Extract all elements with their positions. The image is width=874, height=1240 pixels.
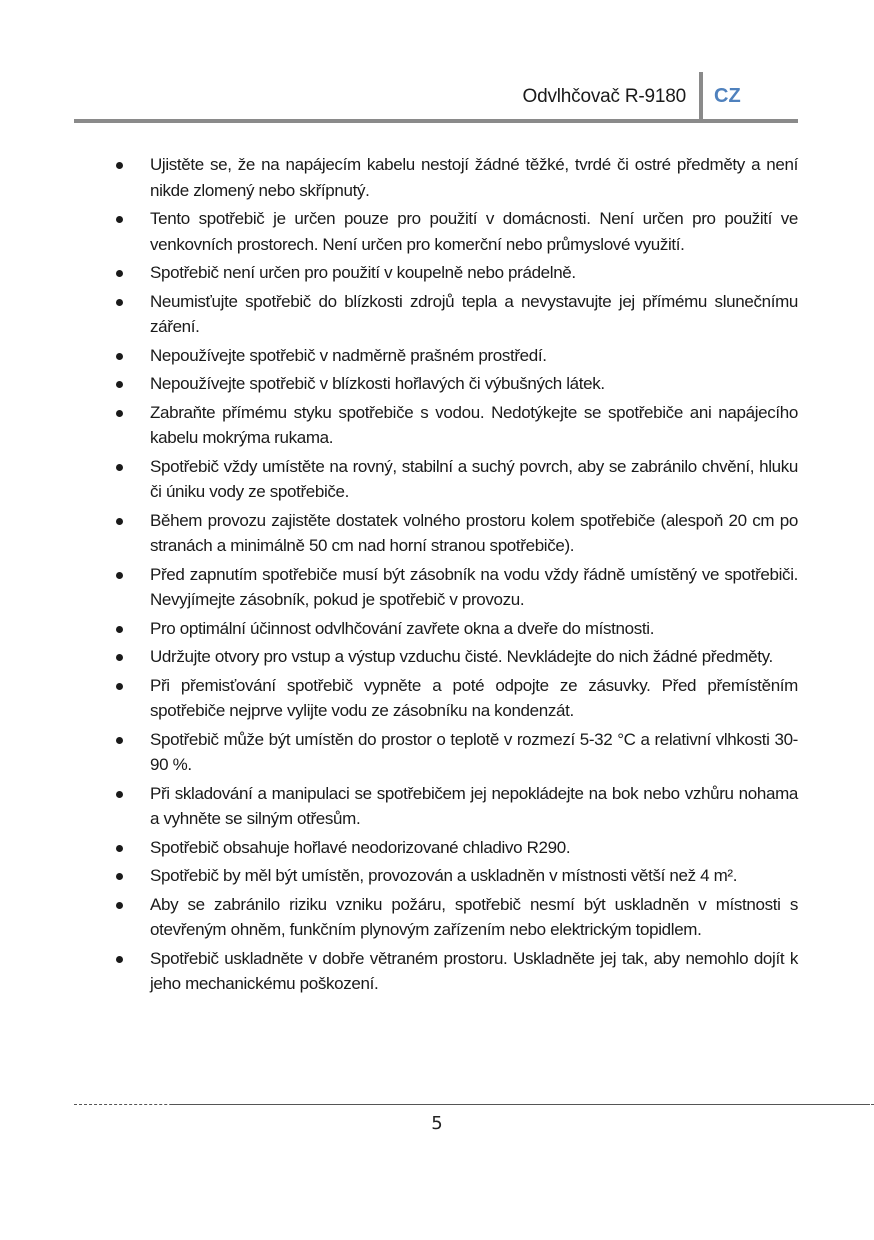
bullet-icon	[116, 381, 123, 388]
list-item-text: Tento spotřebič je určen pouze pro použití v domácnosti. Není určen pro použití ve venkovních prostorech. Není určen pro komerční nebo průmyslové využití.	[150, 209, 798, 254]
language-badge: CZ	[714, 85, 741, 107]
list-item-text: Zabraňte přímému styku spotřebiče s vodou. Nedotýkejte se spotřebiče ani napájecího kabelu mokrýma rukama.	[150, 402, 798, 447]
list-item	[112, 562, 798, 613]
list-item	[112, 206, 798, 257]
page-number: 5	[431, 1113, 443, 1134]
list-item	[112, 260, 798, 286]
list-item-text: Spotřebič může být umístěn do prostor o teplotě v rozmezí 5-32 °C a relativní vlhkosti 30-90 %.	[150, 729, 798, 774]
bullet-icon	[116, 216, 123, 223]
list-item	[112, 946, 798, 997]
list-item-text: Spotřebič není určen pro použití v koupelně nebo prádelně.	[150, 263, 576, 282]
list-item-text: Při skladování a manipulaci se spotřebičem jej nepokládejte na bok nebo vzhůru nohama a vyhněte se silným otřesům.	[150, 783, 798, 828]
bullet-icon	[116, 654, 123, 661]
header-rule	[74, 119, 798, 123]
list-item	[112, 863, 798, 889]
list-item	[112, 727, 798, 778]
bullet-list	[112, 152, 798, 997]
list-item	[112, 892, 798, 943]
list-item	[112, 781, 798, 832]
list-item-text: Před zapnutím spotřebiče musí být zásobník na vodu vždy řádně umístěný ve spotřebiči. Nevyjímejte zásobník, pokud je spotřebič v provozu.	[150, 564, 798, 609]
list-item	[112, 400, 798, 451]
list-item-text: Při přemisťování spotřebič vypněte a poté odpojte ze zásuvky. Před přemístěním spotřebiče nejprve vylijte vodu ze zásobníku na kondenzát.	[150, 675, 798, 720]
list-item	[112, 371, 798, 397]
bullet-icon	[116, 791, 123, 798]
bullet-icon	[116, 518, 123, 525]
list-item	[112, 508, 798, 559]
safety-instructions	[112, 152, 798, 1000]
list-item-text: Během provozu zajistěte dostatek volného prostoru kolem spotřebiče (alespoň 20 cm po stranách a minimálně 50 cm nad horní stranou spotřebiče).	[150, 510, 798, 555]
list-item	[112, 644, 798, 670]
list-item-text: Udržujte otvory pro vstup a výstup vzduchu čisté. Nevkládejte do nich žádné předměty.	[150, 647, 773, 666]
bullet-icon	[116, 353, 123, 360]
bullet-icon	[116, 572, 123, 579]
list-item	[112, 616, 798, 642]
list-item-text: Spotřebič vždy umístěte na rovný, stabilní a suchý povrch, aby se zabránilo chvění, hluku či úniku vody ze spotřebiče.	[150, 456, 798, 501]
list-item-text: Nepoužívejte spotřebič v blízkosti hořlavých či výbušných látek.	[150, 374, 605, 393]
bullet-icon	[116, 626, 123, 633]
bullet-icon	[116, 873, 123, 880]
bullet-icon	[116, 902, 123, 909]
bullet-icon	[116, 956, 123, 963]
list-item-text: Spotřebič obsahuje hořlavé neodorizované chladivo R290.	[150, 837, 571, 857]
header-divider	[699, 72, 703, 122]
bullet-icon	[116, 737, 123, 744]
header-title: Odvlhčovač R-9180	[522, 86, 686, 107]
list-item	[112, 454, 798, 505]
footer-rule	[170, 1104, 870, 1105]
list-item	[112, 835, 798, 861]
list-item	[112, 673, 798, 724]
list-item-text: Aby se zabránilo riziku vzniku požáru, spotřebič nesmí být uskladněn v místnosti s otevřeným ohněm, funkčním plynovým zařízením nebo elektrickým topidlem.	[150, 894, 798, 939]
list-item-text: Pro optimální účinnost odvlhčování zavřete okna a dveře do místnosti.	[150, 618, 655, 638]
list-item-text: Neumisťujte spotřebič do blízkosti zdrojů tepla a nevystavujte jej přímému slunečnímu záření.	[150, 291, 798, 336]
bullet-icon	[116, 270, 123, 277]
list-item	[112, 152, 798, 203]
list-item-text: Ujistěte se, že na napájecím kabelu nestojí žádné těžké, tvrdé či ostré předměty a není nikde zlomený nebo skřípnutý.	[150, 155, 798, 200]
bullet-icon	[116, 299, 123, 306]
page-header	[74, 72, 798, 124]
list-item-text: Spotřebič uskladněte v dobře větraném prostoru. Uskladněte jej tak, aby nemohlo dojít k jeho mechanickému poškození.	[150, 948, 798, 993]
list-item	[112, 343, 798, 369]
list-item-text: Nepoužívejte spotřebič v nadměrně prašném prostředí.	[150, 345, 547, 365]
list-item	[112, 289, 798, 340]
bullet-icon	[116, 464, 123, 471]
list-item-text: Spotřebič by měl být umístěn, provozován a uskladněn v místnosti větší než 4 m².	[150, 866, 738, 885]
bullet-icon	[116, 410, 123, 417]
bullet-icon	[116, 683, 123, 690]
bullet-icon	[116, 162, 123, 169]
bullet-icon	[116, 845, 123, 852]
